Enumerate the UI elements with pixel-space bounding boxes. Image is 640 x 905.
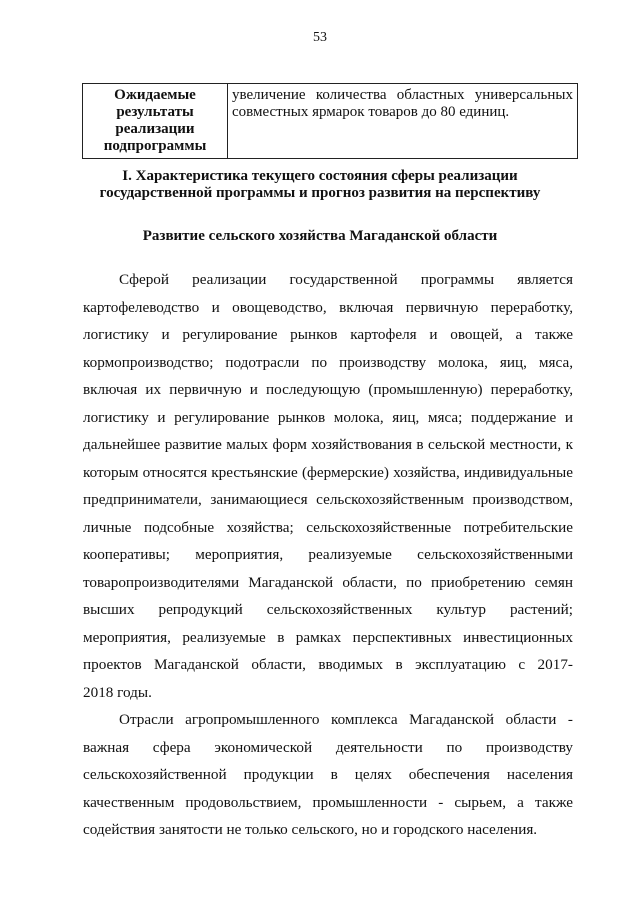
label-line: подпрограммы — [103, 138, 207, 154]
text-line: кооперативы; мероприятия, реализуемые сельскохозяйственными — [83, 546, 573, 563]
label-line: Ожидаемые — [114, 87, 196, 103]
text-line: картофелеводство и овощеводство, включая первичную переработку, — [83, 298, 573, 316]
section-title — [60, 168, 580, 202]
label-line: результаты — [116, 104, 194, 120]
paragraph-1 — [83, 266, 573, 706]
section-subtitle: Развитие сельского хозяйства Магаданской области — [142, 228, 498, 244]
label-line: реализации — [115, 121, 195, 137]
table-value-cell — [228, 84, 578, 159]
text-line: включая их первичную и последующую (промышленную) переработку, — [83, 381, 573, 398]
text-line: логистику и регулирование рынков картофеля и овощей, а также — [83, 326, 573, 343]
value-line: увеличение количества областных универсальных — [232, 87, 573, 103]
section-title-line: I. Характеристика текущего состояния сферы реализации — [122, 168, 518, 184]
value-line: совместных ярмарок товаров до 80 единиц. — [232, 104, 510, 120]
text-line: Отрасли агропромышленного комплекса Магаданской области - — [119, 711, 573, 728]
text-line: проектов Магаданской области, вводимых в эксплуатацию с 2017- — [83, 656, 573, 673]
text-line: дальнейшее развитие малых форм хозяйствования в сельской местности, к — [83, 436, 573, 453]
text-line: мероприятия, реализуемые в рамках перспективных инвестиционных — [83, 628, 573, 646]
table-row — [83, 84, 578, 159]
text-line: предприниматели, занимающиеся сельскохозяйственным производством, — [83, 491, 573, 508]
text-line: Сферой реализации государственной программы является — [119, 271, 573, 288]
page-number: 53 — [313, 30, 327, 45]
text-line: которым относятся крестьянские (фермерские) хозяйства, индивидуальные — [83, 463, 573, 481]
expected-results-table — [82, 83, 578, 159]
text-line: товаропроизводителями Магаданской области, по приобретению семян — [83, 573, 573, 591]
text-line: сельскохозяйственной продукции в целях обеспечения населения — [83, 766, 573, 783]
text-line: качественным продовольствием, промышленности - сырьем, а также — [83, 793, 573, 811]
section-title-line: государственной программы и прогноз развития на перспективу — [99, 185, 541, 201]
text-line: личные подсобные хозяйства; сельскохозяйственные потребительские — [83, 518, 573, 536]
text-line: логистику и регулирование рынков молока, яиц, мяса; поддержание и — [83, 408, 573, 426]
body-text — [83, 266, 573, 844]
text-line: важная сфера экономической деятельности по производству — [83, 738, 573, 756]
table-label-cell — [83, 84, 228, 159]
text-line: высших репродукций сельскохозяйственных культур растений; — [83, 601, 573, 618]
text-line: 2018 годы. — [83, 683, 152, 701]
paragraph-2 — [83, 706, 573, 844]
text-line: кормопроизводство; подотрасли по производству молока, яиц, мяса, — [83, 353, 573, 371]
text-line: содействия занятости не только сельского, но и городского населения. — [83, 821, 538, 838]
